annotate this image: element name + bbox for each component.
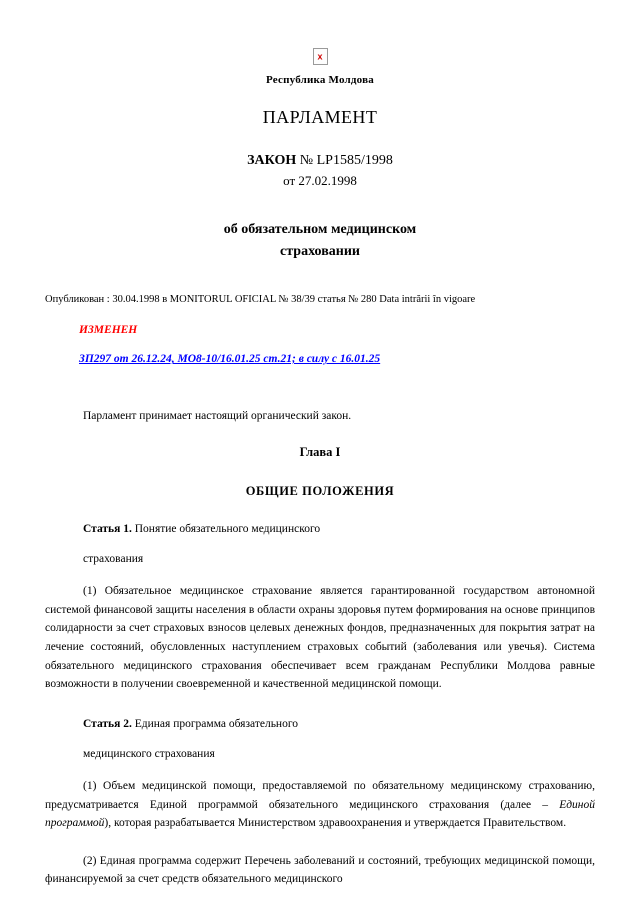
article-2-heading-line-1: Единая программа обязательного	[131, 717, 299, 730]
article-1-paragraph-1-text: (1) Обязательное медицинское страхование является гарантированной государством автономной системой финансовой защиты населения в области охраны здоровья путем формирования на основе принципов солидарности за счет страховых взносов целевых денежных фондов, предназначенных для покрытия затрат на лечение состояний, обусловленных наступлением страховых событий (заболевания или увечья). Система обязательного медицинского страхования обеспечивает всем гражданам Республики Молдова равные возможности в получении своевременной и качественной медицинской помощи.	[45, 585, 595, 691]
article-2-paragraph-1-text-after: ), которая разрабатывается Министерством здравоохранения и утверждается Правительством.	[104, 817, 567, 830]
article-2-label: Статья 2.	[83, 717, 132, 730]
chapter-number: Глава I	[299, 445, 341, 460]
broken-image-icon	[313, 48, 328, 65]
law-number-line	[45, 153, 595, 169]
article-1-label: Статья 1.	[83, 523, 132, 536]
article-2-paragraph-2	[45, 852, 595, 889]
article-1-heading	[45, 523, 595, 535]
document-title-line-2: страховании	[280, 243, 360, 259]
article-2-paragraph-1-emphasis: Единой программой	[45, 798, 595, 830]
publication-info: Опубликован : 30.04.1998 в MONITORUL OFICIAL № 38/39 статья № 280 Data intrării în vigoare	[45, 294, 476, 306]
article-2-paragraph-2-text: (2) Единая программа содержит Перечень заболеваний и состояний, требующих медицинской помощи, финансируемой за счет средств обязательного медицинского	[45, 854, 595, 886]
document-title	[45, 219, 595, 262]
broken-image-x-glyph: x	[317, 51, 323, 61]
law-number-symbol: №	[299, 153, 314, 168]
article-1-paragraph-1	[45, 582, 595, 694]
law-number-value: LP1585/1998	[316, 153, 393, 168]
chapter-title: ОБЩИЕ ПОЛОЖЕНИЯ	[245, 484, 395, 499]
article-2-heading	[45, 718, 595, 730]
amendment-link[interactable]: ЗП297 от 26.12.24, МО8-10/16.01.25 ст.21; в силу с 16.01.25	[79, 353, 381, 366]
article-2-paragraph-1	[45, 777, 595, 833]
law-date: от 27.02.1998	[283, 173, 357, 188]
institution-name: ПАРЛАМЕНТ	[262, 107, 378, 127]
article-2-paragraph-1-text-before: (1) Объем медицинской помощи, предоставляемой по обязательному медицинскому страхованию, предусматривается Единой программой обязательного медицинского страхования (далее –	[45, 779, 595, 811]
preamble-text: Парламент принимает настоящий органический закон.	[83, 410, 352, 423]
amended-status-label: ИЗМЕНЕН	[79, 324, 138, 337]
emblem-container	[45, 0, 595, 65]
republic-name: Республика Молдова	[266, 74, 374, 86]
article-1-heading-line-2: страхования	[83, 553, 144, 566]
article-1-heading-line-1: Понятие обязательного медицинского	[131, 523, 321, 536]
document-title-line-1: об обязательном медицинском	[223, 222, 417, 237]
law-number-prefix: ЗАКОН	[247, 153, 297, 168]
article-2-heading-line-2: медицинского страхования	[83, 747, 215, 760]
